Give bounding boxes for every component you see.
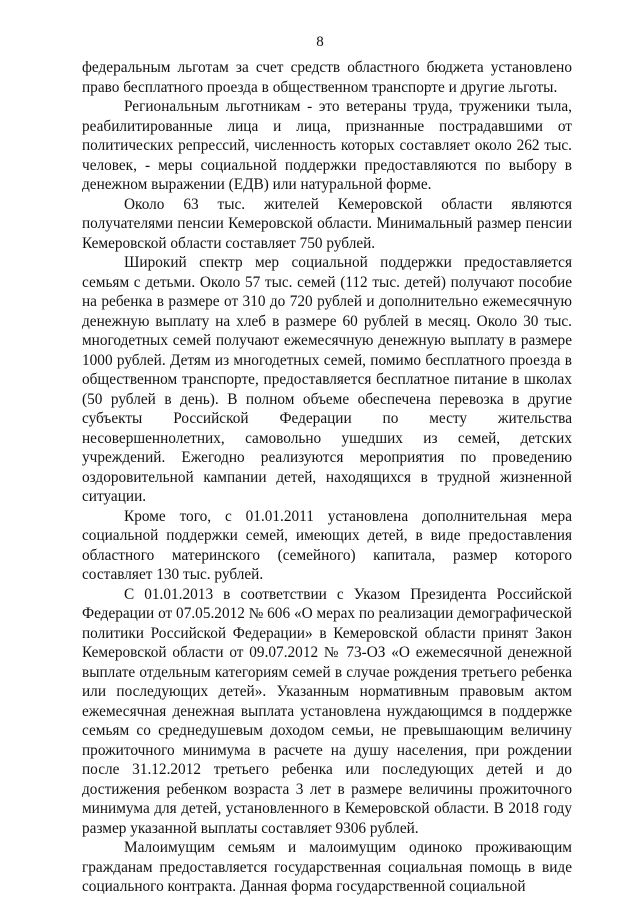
page-number: 8 [316,34,324,50]
paragraph-4: Широкий спектр мер социальной поддержки предоставляется семьям с детьми. Около 57 тыс. семей (112 тыс. детей) получают пособие на ребенка в размере от 310 до 720 рублей и дополнительно ежемесячную денежную выплату на хлеб в размере 60 рублей в месяц. Около 30 тыс. многодетных семей получают ежемесячную денежную выплату в размере 1000 рублей. Детям из многодетных семей, помимо бесплатного проезда в общественном транспорте, предоставляется бесплатное питание в школах (50 рублей в день). В полном объеме обеспечена перевозка в другие субъекты Российской Федерации по месту жительства несовершеннолетних, самовольно ушедших из семей, детских учреждений. Ежегодно реализуются мероприятия по проведению оздоровительной кампании детей, находящихся в трудной жизненной ситуации. [82,254,572,505]
paragraph-1: федеральным льготам за счет средств областного бюджета установлено право бесплатного проезда в общественном транспорте и другие льготы. [82,59,572,96]
paragraph-6: С 01.01.2013 в соответствии с Указом Президента Российской Федерации от 07.05.2012 № 606 «О мерах по реализации демографической политики Российской Федерации» в Кемеровской области принят Закон Кемеровской области от 09.07.2012 № 73-ОЗ «О ежемесячной денежной выплате отдельным категориям семей в случае рождения третьего ребенка или последующих детей». Указанным нормативным правовым актом ежемесячная денежная выплата установлена нуждающимся в поддержке семьям со среднедушевым доходом семьи, не превышающим величину прожиточного минимума в расчете на душу населения, при рождении после 31.12.2012 третьего ребенка или последующих детей и до достижения ребенком возраста 3 лет в размере величины прожиточного минимума для детей, установленного в Кемеровской области. В 2018 году размер указанной выплаты составляет 9306 рублей. [82,585,572,837]
paragraph-5: Кроме того, с 01.01.2011 установлена дополнительная мера социальной поддержки семей, имеющих детей, в виде предоставления областного материнского (семейного) капитала, размер которого составляет 130 тыс. рублей. [82,507,572,583]
document-body [82,58,572,897]
paragraph-7: Малоимущим семьям и малоимущим одиноко проживающим гражданам предоставляется государственная социальная помощь в виде социального контракта. Данная форма государственной социальной [82,839,572,895]
paragraph-3: Около 63 тыс. жителей Кемеровской области являются получателями пенсии Кемеровской области. Минимальный размер пенсии Кемеровской области составляет 750 рублей. [82,195,572,252]
paragraph-2: Региональным льготникам - это ветераны труда, труженики тыла, реабилитированные лица и лица, признанные пострадавшими от политических репрессий, численность которых составляет около 262 тыс. человек, - меры социальной поддержки предоставляются по выбору в денежном выражении (ЕДВ) или натуральной форме. [82,98,572,193]
